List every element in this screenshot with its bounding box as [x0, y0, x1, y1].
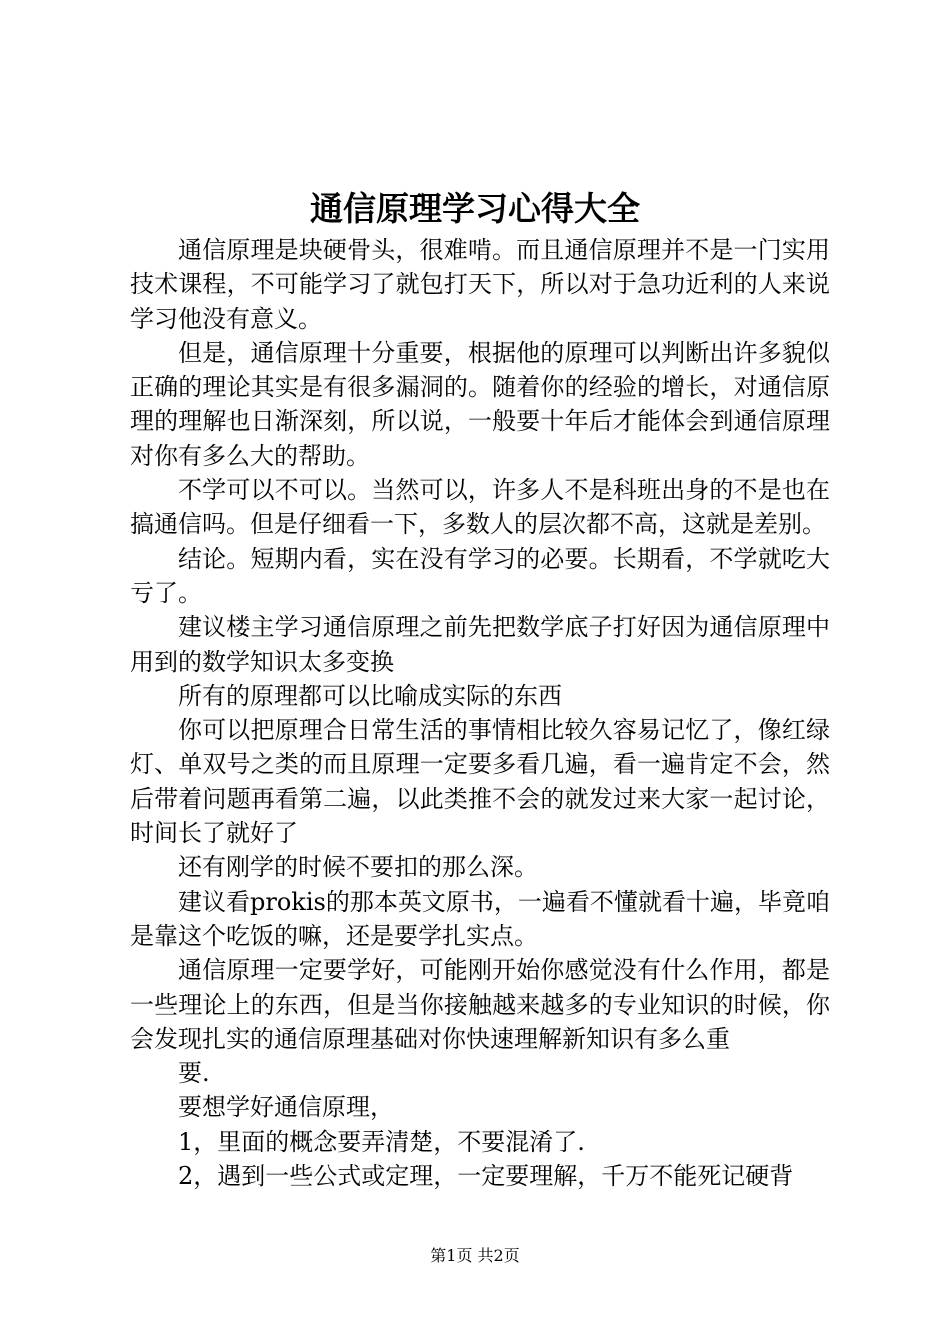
paragraph: 你可以把原理合日常生活的事情相比较久容易记忆了，像红绿灯、单双号之类的而且原理一定要多看几遍，看一遍肯定不会，然后带着问题再看第二遍，以此类推不会的就发过来大家一起讨论，时间长了就好了	[130, 716, 830, 848]
paragraph: 所有的原理都可以比喻成实际的东西	[178, 681, 562, 710]
paragraph: 要.	[178, 1059, 210, 1088]
paragraph: 结论。短期内看，实在没有学习的必要。长期看，不学就吃大亏了。	[130, 544, 830, 607]
paragraph: 但是，通信原理十分重要，根据他的原理可以判断出许多貌似正确的理论其实是有很多漏洞的。随着你的经验的增长，对通信原理的理解也日渐深刻，所以说，一般要十年后才能体会到通信原理对你有多么大的帮助。	[130, 338, 830, 470]
document-body	[130, 233, 830, 1193]
paragraph: 1，里面的概念要弄清楚，不要混淆了.	[178, 1127, 585, 1156]
paragraph: 建议看prokis的那本英文原书，一遍看不懂就看十遍，毕竟咱是靠这个吃饭的嘛，还是要学扎实点。	[130, 887, 830, 950]
paragraph: 通信原理是块硬骨头，很难啃。而且通信原理并不是一门实用技术课程，不可能学习了就包打天下，所以对于急功近利的人来说学习他没有意义。	[130, 236, 830, 333]
paragraph: 不学可以不可以。当然可以，许多人不是科班出身的不是也在搞通信吗。但是仔细看一下，多数人的层次都不高，这就是差别。	[130, 476, 830, 539]
paragraph: 2，遇到一些公式或定理，一定要理解，千万不能死记硬背	[178, 1162, 794, 1191]
paragraph: 通信原理一定要学好，可能刚开始你感觉没有什么作用，都是一些理论上的东西，但是当你接触越来越多的专业知识的时候，你会发现扎实的通信原理基础对你快速理解新知识有多么重	[130, 956, 830, 1053]
paragraph: 要想学好通信原理，	[178, 1093, 394, 1122]
paragraph: 建议楼主学习通信原理之前先把数学底子打好因为通信原理中用到的数学知识太多变换	[130, 613, 830, 676]
page-footer: 第1页 共2页	[430, 1246, 520, 1265]
page-title: 通信原理学习心得大全	[310, 189, 640, 228]
paragraph: 还有刚学的时候不要扣的那么深。	[178, 853, 538, 882]
